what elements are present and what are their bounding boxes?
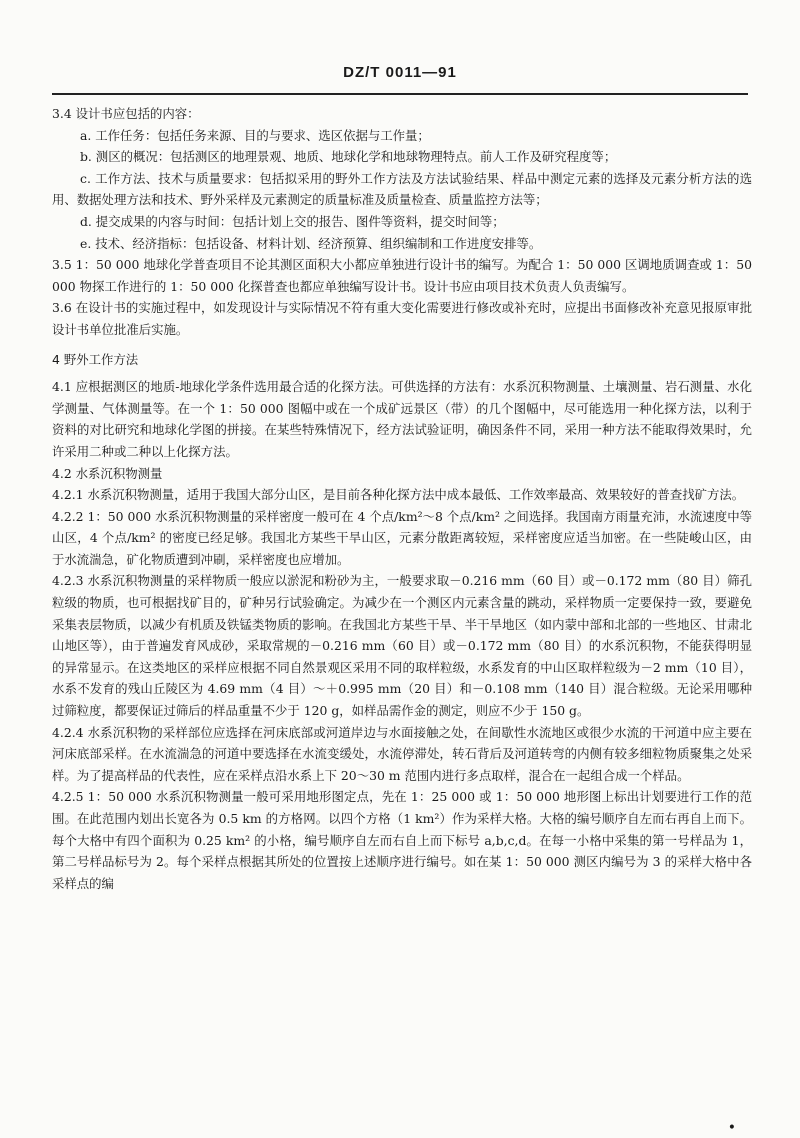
section-heading-4: 4 野外工作方法 [52, 351, 139, 367]
list-item-e: e. 技术、经济指标：包括设备、材料计划、经济预算、组织编制和工作进度安排等。 [80, 235, 542, 251]
clause-4-2-3: 4.2.3 水系沉积物测量的采样物质一般应以淤泥和粉砂为主，一般要求取－0.216 mm（60 目）或－0.172 mm（80 目）筛孔粒级的物质，也可根据找矿目的，矿种另行试验确定。为减少在一个测区内元素含量的跳动，采样物质一定要保持一致，要避免采集表层物质，以减少有机质及铁锰类物质的影响。在我国北方某些干旱、半干旱地区（如内蒙中部和北部的一些地区、甘肃北山地区等），由于普遍发育风成砂，采取常规的－0.216 mm（60 目）或－0.172 mm（80 目）的水系沉积物，不能获得明显的异常显示。在这类地区的采样应根据不同自然景观区采用不同的取样粒级，水系发育的中山区取样粒级为－2 mm（10 目），水系不发育的残山丘陵区为 4.69 mm（4 目）～＋0.995 mm（20 目）和－0.108 mm（140 目）混合粒级。无论采用哪种过筛粒度，都要保证过筛后的样品重量不少于 120 g，如样品需作金的测定，则应不少于 150 g。 [52, 573, 752, 719]
page-mark: • [727, 1120, 736, 1136]
clause-3-5: 3.5 1：50 000 地球化学普查项目不论其测区面积大小都应单独进行设计书的编写。为配合 1：50 000 区调地质调查或 1：50 000 物探工作进行的 1：50 000 化探普查也都应单独编写设计书。设计书应由项目技术负责人负责编写。 [52, 257, 752, 294]
document-body [52, 103, 752, 894]
list-item-d: d. 提交成果的内容与时间：包括计划上交的报告、图件等资料，提交时间等； [80, 213, 505, 229]
list-item-a: a. 工作任务：包括任务来源、目的与要求、选区依据与工作量； [80, 127, 430, 143]
clause-4-1: 4.1 应根据测区的地质-地球化学条件选用最合适的化探方法。可供选择的方法有：水系沉积物测量、土壤测量、岩石测量、水化学测量、气体测量等。在一个 1：50 000 图幅中或在一个成矿远景区（带）的几个图幅中，尽可能选用一种化探方法，以利于资料的对比研究和地球化学图的拼接。在某些特殊情况下，经方法试验证明，确因条件不同，采用一种方法不能取得效果时，允许采用二种或二种以上化探方法。 [52, 379, 752, 459]
header-rule [52, 93, 748, 95]
clause-4-2-2: 4.2.2 1：50 000 水系沉积物测量的采样密度一般可在 4 个点/km²～8 个点/km² 之间选择。我国南方雨量充沛，水流速度中等山区，4 个点/km² 的密度已经足够。我国北方某些干旱山区，元素分散距离较短，采样密度应适当加密。在一些陡峻山区，由于水流湍急，矿化物质遭到冲刷，采样密度也应增加。 [52, 508, 752, 567]
running-header: DZ/T 0011—91 [343, 64, 457, 81]
clause-3-4: 3.4 设计书应包括的内容： [52, 106, 200, 121]
clause-4-2-heading: 4.2 水系沉积物测量 [52, 465, 163, 481]
clause-4-2-1: 4.2.1 水系沉积物测量，适用于我国大部分山区，是目前各种化探方法中成本最低、工作效率最高、效果较好的普查找矿方法。 [52, 487, 745, 503]
list-item-b: b. 测区的概况：包括测区的地理景观、地质、地球化学和地球物理特点。前人工作及研究程度等； [80, 149, 617, 165]
clause-3-6: 3.6 在设计书的实施过程中，如发现设计与实际情况不符有重大变化需要进行修改或补充时，应提出书面修改补充意见报原审批设计书单位批准后实施。 [52, 300, 752, 337]
clause-4-2-5: 4.2.5 1：50 000 水系沉积物测量一般可采用地形图定点，先在 1：25 000 或 1：50 000 地形图上标出计划要进行工作的范围。在此范围内划出长宽各为 0.5 km 的方格网。以四个方格（1 km²）作为采样大格。大格的编号顺序自左而右再自上而下。每个大格中有四个面积为 0.25 km² 的小格，编号顺序自左而右自上而下标号 a,b,c,d。在每一小格中采集的第一号样品为 1，第二号样品标号为 2。每个采样点根据其所处的位置按上述顺序进行编号。如在某 1：50 000 测区内编号为 3 的采样大格中各采样点的编 [52, 789, 752, 891]
list-item-c: c. 工作方法、技术与质量要求：包括拟采用的野外工作方法及方法试验结果、样品中测定元素的选择及元素分析方法的选用、数据处理方法和技术、野外采样及元素测定的质量标准及质量检查、质量监控方法等； [52, 170, 752, 208]
clause-4-2-4: 4.2.4 水系沉积物的采样部位应选择在河床底部或河道岸边与水面接触之处，在间歇性水流地区或很少水流的干河道中应主要在河床底部采样。在水流湍急的河道中要选择在水流变缓处，水流停滞处，转石背后及河道转弯的内侧有较多细粒物质聚集之处采样。为了提高样品的代表性，应在采样点沿水系上下 20～30 m 范围内进行多点取样，混合在一起组合成一个样品。 [52, 724, 752, 783]
